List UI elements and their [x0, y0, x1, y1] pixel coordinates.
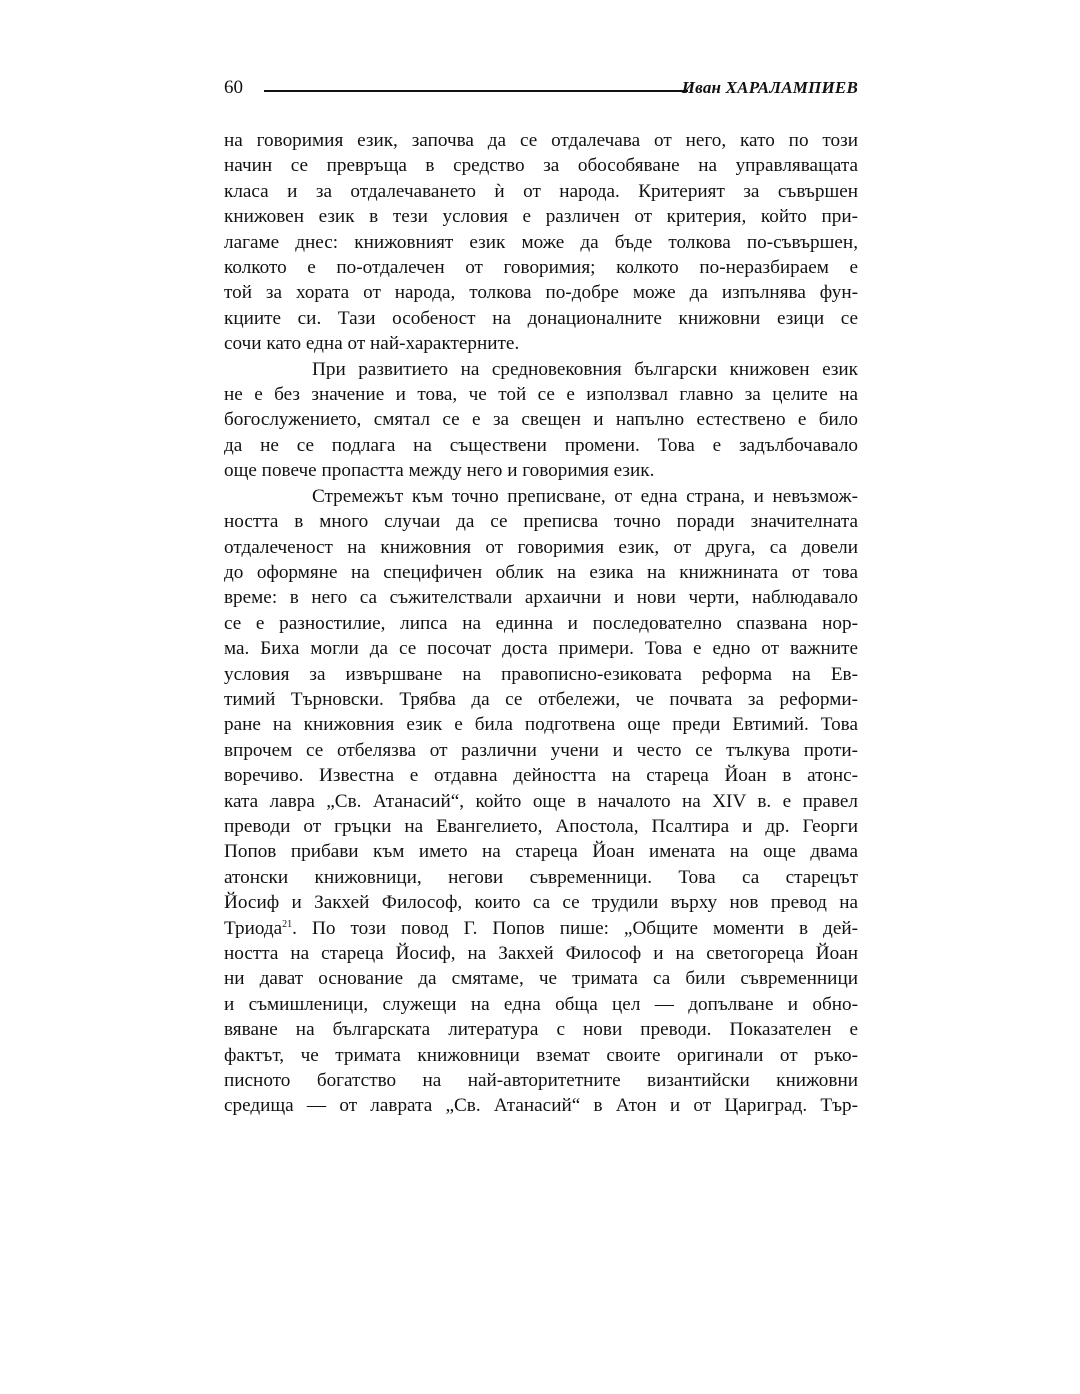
- footnote-line-before: Триода: [224, 917, 283, 939]
- running-head: Иван ХАРАЛАМПИЕВ: [681, 78, 858, 97]
- text-line: и съмишленици, служещи на една обща цел — допълване и обно-: [224, 993, 858, 1015]
- text-line: той за хората от народа, толкова по-добре може да изпълнява фун-: [224, 282, 858, 304]
- text-line: сочи като една от най-характерните.: [224, 333, 520, 355]
- text-line: преводи от гръцки на Евангелието, Апостола, Псалтира и др. Георги: [224, 815, 858, 837]
- text-line: книжовен език в тези условия е различен от критерия, който при-: [224, 206, 858, 228]
- text-line: тимий Търновски. Трябва да се отбележи, че почвата за реформи-: [224, 688, 858, 710]
- text-line: ността на стареца Йосиф, на Закхей Философ и на светогореца Йоан: [224, 943, 858, 964]
- text-line: атонски книжовници, негови съвременници. Това са старецът: [224, 866, 858, 888]
- text-line: класа и за отдалечаването ѝ от народа. Критерият за съвършен: [224, 180, 858, 202]
- text-line: воречиво. Известна е отдавна дейността на стареца Йоан в атонс-: [224, 765, 858, 787]
- text-line: ране на книжовния език е била подготвена още преди Евтимий. Това: [224, 714, 858, 736]
- paragraph: [224, 128, 858, 357]
- text-line: да не се подлага на съществени промени. Това е задълбочавало: [224, 434, 858, 456]
- paragraph: [224, 357, 858, 484]
- header-rule: [264, 90, 688, 92]
- text-line: писното богатство на най-авторитетните византийски книжовни: [224, 1070, 858, 1092]
- text-line: впрочем се отбелязва от различни учени и често се тълкува проти-: [224, 739, 858, 761]
- text-line: ни дават основание да смятаме, че тримата са били съвременници: [224, 968, 858, 990]
- text-line: ката лавра „Св. Атанасий“, който още в началото на XIV в. е правел: [224, 790, 858, 812]
- text-line: условия за извършване на правописно-езиковата реформа на Ев-: [224, 663, 858, 685]
- text-line: още повече пропастта между него и говоримия език.: [224, 460, 655, 482]
- text-line: вяване на българската литература с нови преводи. Показателен е: [224, 1019, 858, 1041]
- text-line: При развитието на средновековния български книжовен език: [312, 358, 858, 380]
- text-line: средища — от лаврата „Св. Атанасий“ в Атон и от Цариград. Тър-: [224, 1095, 858, 1117]
- text-line: кциите си. Тази особеност на донационалните книжовни езици се: [224, 307, 858, 329]
- text-line: богослужението, смятал се е за свещен и напълно естествено е било: [224, 409, 858, 431]
- page-header: [224, 76, 858, 104]
- text-line: колкото е по-отдалечен от говоримия; колкото по-неразбираем е: [224, 257, 858, 279]
- text-line: време: в него са съжителствали архаични и нови черти, наблюдавало: [224, 587, 858, 609]
- text-line: Йосиф и Закхей Философ, които са се трудили върху нов превод на: [224, 892, 858, 914]
- text-line: не е без значение и това, че той се е използвал главно за целите на: [224, 384, 858, 406]
- footnote-reference[interactable]: 21: [282, 918, 293, 930]
- text-line: начин се превръща в средство за обособяване на управляващата: [224, 155, 858, 177]
- text-line: ма. Биха могли да се посочат доста примери. Това е едно от важните: [224, 638, 858, 660]
- footnote-line-after: . По този повод Г. Попов пише: „Общите моменти в дей-: [292, 917, 858, 939]
- text-line: Попов прибави към името на стареца Йоан имената на още двама: [224, 841, 858, 863]
- page-number: 60: [224, 77, 243, 98]
- text-line: Стремежът към точно преписване, от една страна, и невъзмож-: [312, 485, 858, 507]
- text-line: лагаме днес: книжовният език може да бъде толкова по-съвършен,: [224, 231, 858, 253]
- text-line: ността в много случаи да се преписва точно поради значителната: [224, 511, 858, 533]
- text-line: на говоримия език, започва да се отдалечава от него, като по този: [224, 130, 858, 151]
- text-line: [224, 916, 858, 941]
- body-text: [224, 128, 858, 1119]
- text-line: до оформяне на специфичен облик на езика на книжнината от това: [224, 561, 858, 583]
- text-line: се е разностилие, липса на единна и последователно спазвана нор-: [224, 612, 858, 634]
- text-line: отдалеченост на книжовния от говоримия език, от друга, са довели: [224, 536, 858, 558]
- paragraph: [224, 484, 858, 1119]
- text-line: фактът, че тримата книжовници вземат своите оригинали от ръко-: [224, 1044, 858, 1066]
